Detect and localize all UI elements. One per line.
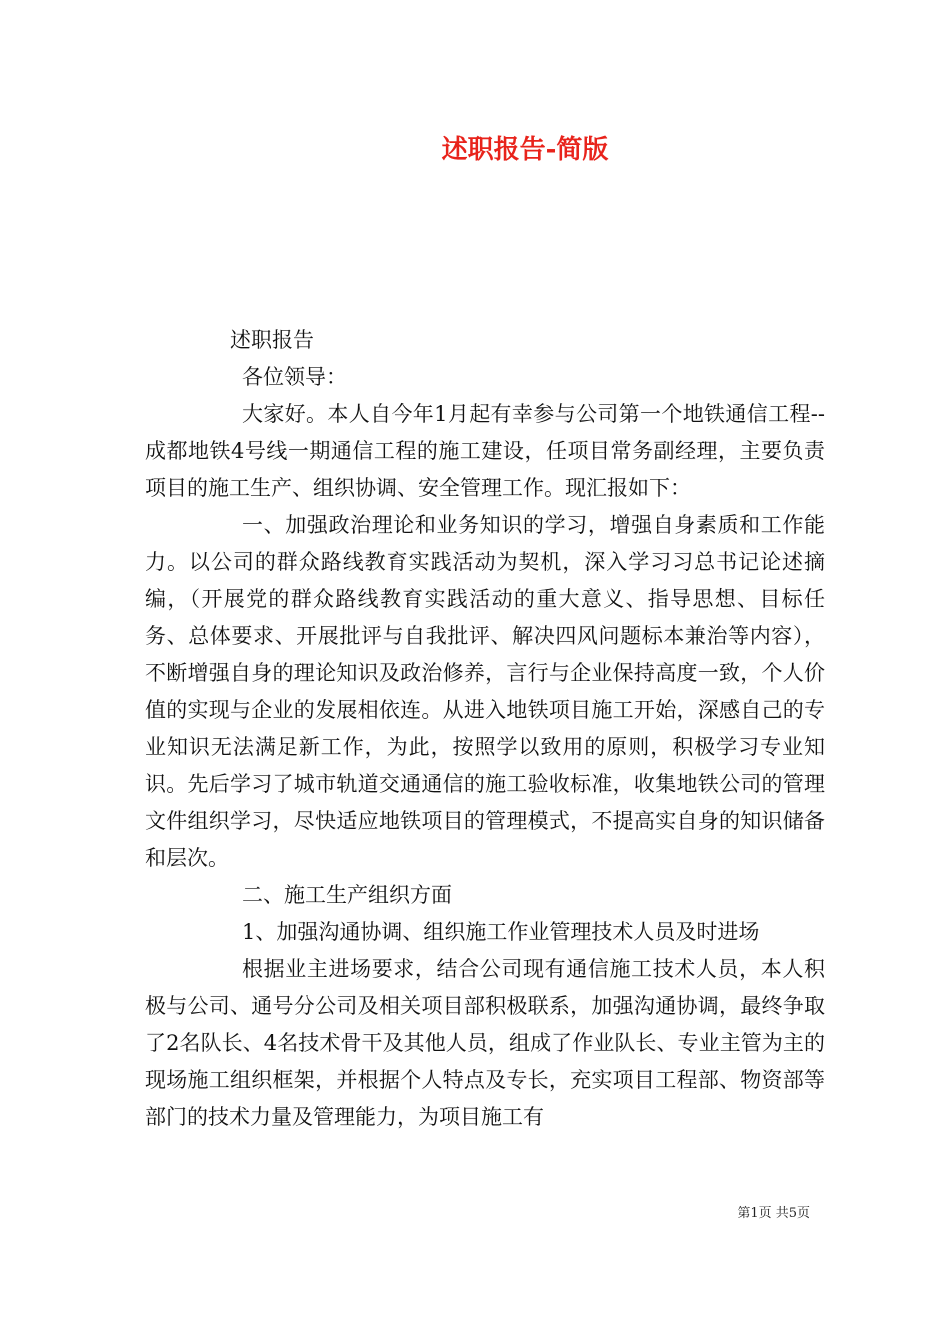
- paragraph-section-one: 一、加强政治理论和业务知识的学习，增强自身素质和工作能力。以公司的群众路线教育实践活动为契机，深入学习习总书记论述摘编，（开展党的群众路线教育实践活动的重大意义、指导思想、目标任务、总体要求、开展批评与自我批评、解决四风问题标本兼治等内容），不断增强自身的理论知识及政治修养，言行与企业保持高度一致，个人价值的实现与企业的发展相依连。从进入地铁项目施工开始，深感自己的专业知识无法满足新工作，为此，按照学以致用的原则，积极学习专业知识。先后学习了城市轨道交通通信的施工验收标准，收集地铁公司的管理文件组织学习，尽快适应地铁项目的管理模式，不提高实自身的知识储备和层次。: [145, 513, 825, 870]
- report-heading: 述职报告: [230, 328, 314, 352]
- document-body: [145, 322, 825, 1136]
- subsection-heading-one: 1、加强沟通协调、组织施工作业管理技术人员及时进场: [242, 920, 760, 944]
- page-number: 第1页 共5页: [737, 1206, 810, 1221]
- section-heading-two: 二、施工生产组织方面: [242, 883, 452, 907]
- salutation: 各位领导：: [242, 365, 347, 389]
- paragraph-staffing: 根据业主进场要求，结合公司现有通信施工技术人员，本人积极与公司、通号分公司及相关项目部积极联系，加强沟通协调，最终争取了2名队长、4名技术骨干及其他人员，组成了作业队长、专业主管为主的现场施工组织框架，并根据个人特点及专长，充实项目工程部、物资部等部门的技术力量及管理能力，为项目施工有: [145, 957, 825, 1129]
- paragraph-greeting: 大家好。本人自今年1月起有幸参与公司第一个地铁通信工程--成都地铁4号线一期通信工程的施工建设，任项目常务副经理，主要负责项目的施工生产、组织协调、安全管理工作。现汇报如下：: [145, 402, 825, 500]
- document-title: 述职报告-简版: [441, 135, 609, 165]
